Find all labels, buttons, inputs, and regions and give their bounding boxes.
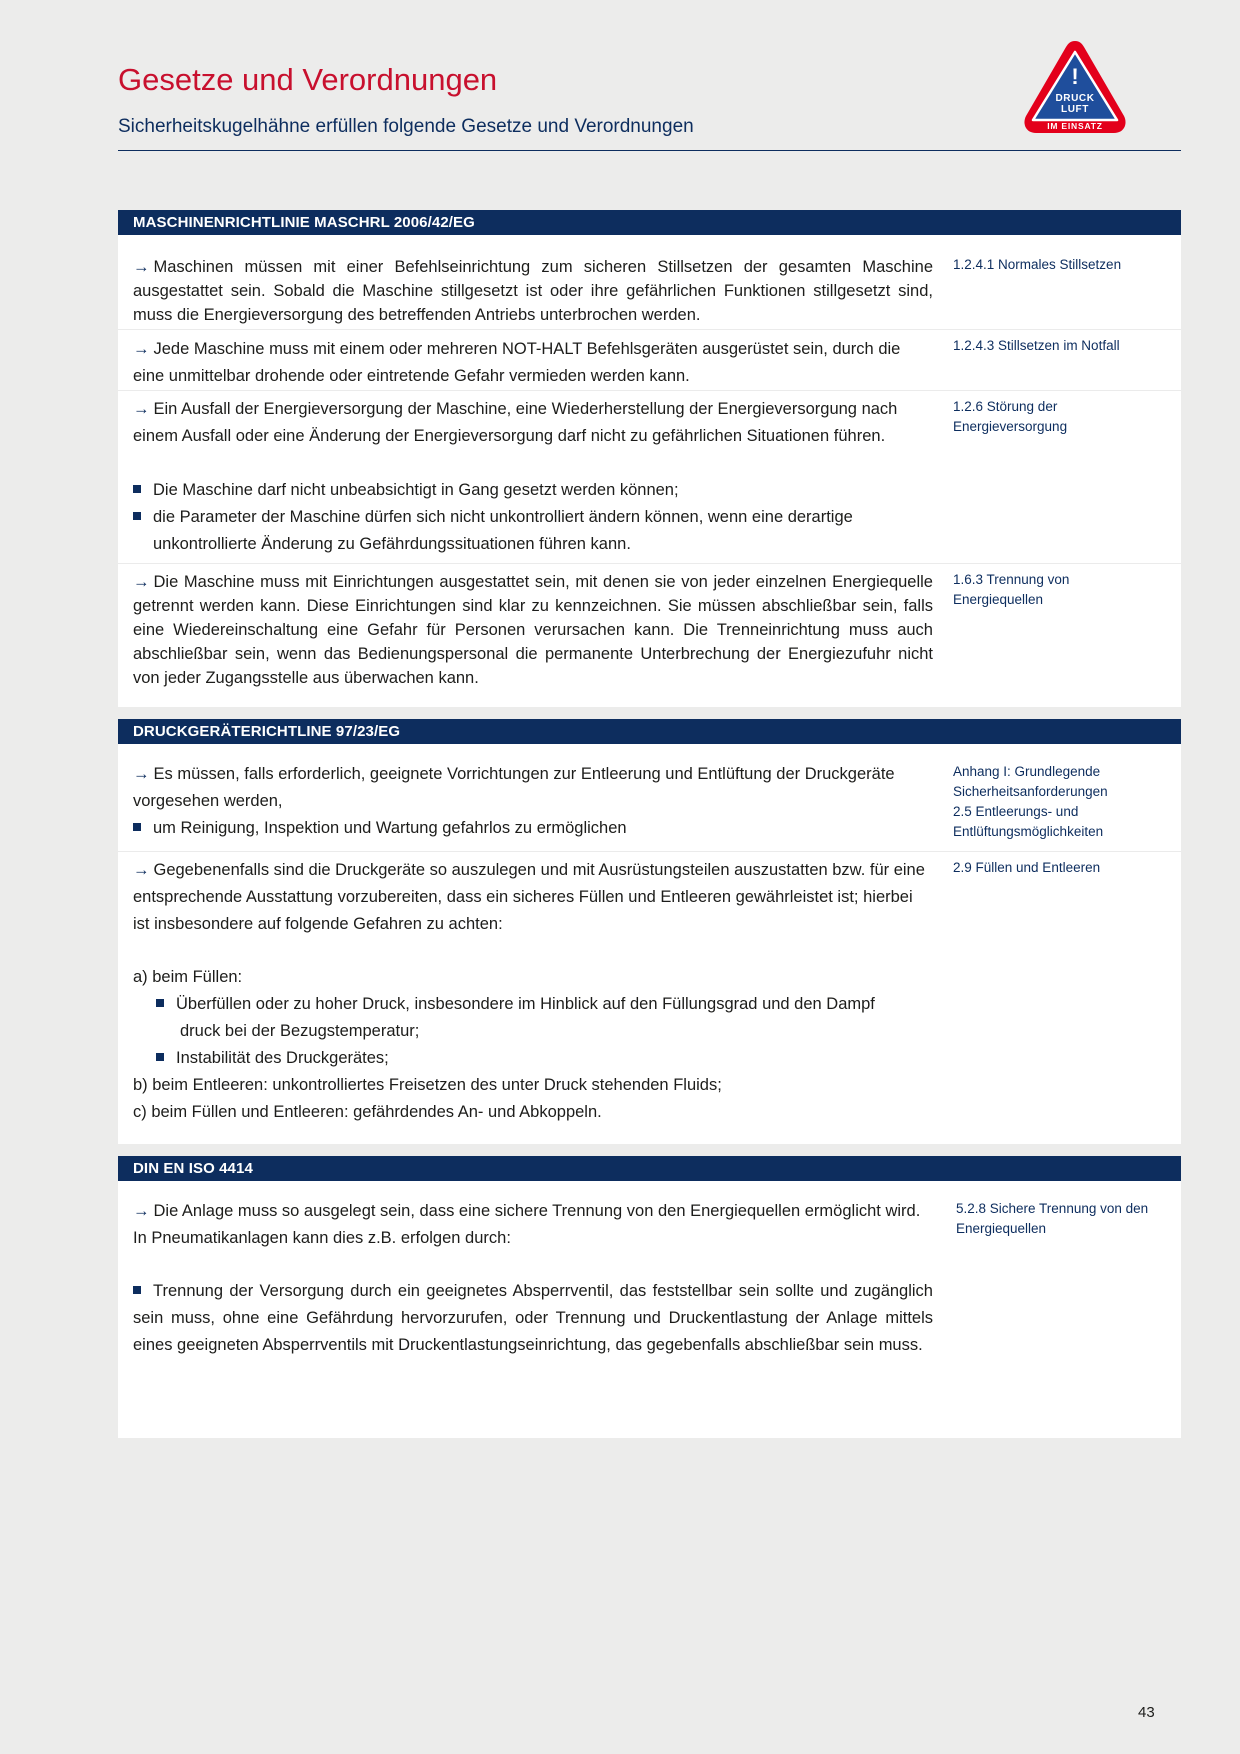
requirement-text: → Ein Ausfall der Energieversorgung der Maschine, eine Wiederherstellung der Energieversorgung nach einem Ausfall oder eine Änderung der Energieversorgung darf nicht zu gefährlichen Situationen führen. — [133, 400, 898, 445]
requirement-reference: Anhang I: Grundlegende Sicherheitsanforderungen 2.5 Entleerungs- und Entlüftungsmöglichkeiten — [953, 764, 1108, 839]
page-subtitle: Sicherheitskugelhähne erfüllen folgende Gesetze und Verordnungen — [118, 116, 694, 137]
requirement-text: → Maschinen müssen mit einer Befehlseinrichtung zum sicheren Stillsetzen der gesamten Maschine ausgestattet sein. Sobald die Maschine stillgesetzt ist oder ihre gefährlichen Funktionen stillgesetzt sind, muss die Energieversorgung des betreffenden Antriebs unterbrochen werden. — [133, 258, 933, 324]
requirement-text: → Gegebenenfalls sind die Druckgeräte so auszulegen und mit Ausrüstungsteilen auszustatten bzw. für eine entsprechende Ausstattung vorzubereiten, dass ein sicheres Füllen und Entleeren gewährleistet ist; hierbei ist insbesondere auf folgende Gefahren zu achten: — [133, 861, 925, 933]
logo-exclamation-icon: ! — [1071, 64, 1079, 89]
logo-text-luft: LUFT — [1061, 104, 1089, 115]
bullet-item: Überfüllen oder zu hoher Druck, insbesondere im Hinblick auf den Füllungsgrad und den Dampf — [156, 991, 875, 1018]
requirement-reference: 1.2.4.3 Stillsetzen im Notfall — [953, 338, 1120, 353]
requirement-reference: 1.2.6 Störung der Energieversorgung — [953, 399, 1068, 434]
square-bullet-icon — [156, 999, 164, 1007]
page-number: 43 — [1138, 1704, 1155, 1721]
section-header-maschinenrichtlinie: MASCHINENRICHTLINIE MASCHRL 2006/42/EG — [118, 210, 1181, 235]
requirement-reference: 1.6.3 Trennung von Energiequellen — [953, 572, 1070, 607]
bullet-item: Trennung der Versorgung durch ein geeignetes Absperrventil, das feststellbar sein sollte und zugänglich sein muss, ohne eine Gefährdung hervorzurufen, oder Trennung und Druckentlastung der Anlage mittels eines geeigneten Absperrventils mit Druckentlastungseinrichtung, das gegebenfalls abschließbar sein muss. — [133, 1282, 933, 1354]
square-bullet-icon — [133, 512, 141, 520]
arrow-icon: → — [133, 573, 150, 591]
row-divider — [118, 390, 1181, 391]
bullet-item: um Reinigung, Inspektion und Wartung gefahrlos zu ermöglichen — [133, 815, 627, 842]
requirement-text: → Die Anlage muss so ausgelegt sein, dass eine sichere Trennung von den Energiequellen ermöglicht wird. In Pneumatikanlagen kann dies z.B. erfolgen durch: — [133, 1202, 921, 1247]
square-bullet-icon — [133, 485, 141, 493]
bullet-item: die Parameter der Maschine dürfen sich nicht unkontrolliert ändern können, wenn eine derartige — [133, 504, 853, 531]
list-item-c: c) beim Füllen und Entleeren: gefährdendes An- und Abkoppeln. — [133, 1103, 602, 1121]
section-panel-din-en-iso-4414 — [118, 1181, 1181, 1438]
arrow-icon: → — [133, 400, 150, 418]
requirement-text: → Die Maschine muss mit Einrichtungen ausgestattet sein, mit denen sie von jeder einzelnen Energiequelle getrennt werden kann. Diese Einrichtungen sind klar zu kennzeichnen. Sie müssen abschließbar sein, falls eine Wiedereinschaltung eine Gefahr für Personen verursachen kann. Die Trenneinrichtung muss auch abschließbar sein, wenn das Bedienungspersonal die permanente Unterbrechung der Energiezufuhr nicht von jeder Zugangsstelle aus überwachen kann. — [133, 573, 933, 687]
bullet-item: Instabilität des Druckgerätes; — [156, 1045, 389, 1072]
list-item-a: a) beim Füllen: — [133, 968, 243, 986]
bullet-continuation: unkontrollierte Änderung zu Gefährdungssituationen führen kann. — [153, 535, 631, 553]
row-divider — [118, 563, 1181, 564]
section-header-druckgeraeterichtlinie: DRUCKGERÄTERICHTLINE 97/23/EG — [118, 719, 1181, 744]
section-panel-maschinenrichtlinie — [118, 235, 1181, 707]
page-title: Gesetze und Verordnungen — [118, 62, 498, 97]
section-header-din-en-iso-4414: DIN EN ISO 4414 — [118, 1156, 1181, 1181]
square-bullet-icon — [133, 823, 141, 831]
arrow-icon: → — [133, 765, 150, 783]
requirement-text: → Es müssen, falls erforderlich, geeignete Vorrichtungen zur Entleerung und Entlüftung der Druckgeräte vorgesehen werden, — [133, 765, 895, 810]
requirement-text: → Jede Maschine muss mit einem oder mehreren NOT-HALT Befehlsgeräten ausgerüstet sein, durch die eine unmittelbar drohende oder eintretende Gefahr vermieden werden kann. — [133, 340, 901, 385]
requirement-reference: 5.2.8 Sichere Trennung von den Energiequellen — [956, 1201, 1149, 1236]
arrow-icon: → — [133, 340, 150, 358]
header-divider — [118, 150, 1181, 151]
row-divider — [118, 851, 1181, 852]
arrow-icon: → — [133, 861, 150, 879]
list-item-b: b) beim Entleeren: unkontrolliertes Freisetzen des unter Druck stehenden Fluids; — [133, 1076, 722, 1094]
logo-text-im-einsatz: IM EINSATZ — [1047, 121, 1103, 131]
square-bullet-icon — [156, 1053, 164, 1061]
requirement-reference: 1.2.4.1 Normales Stillsetzen — [953, 257, 1122, 272]
requirement-reference: 2.9 Füllen und Entleeren — [953, 860, 1101, 875]
section-panel-druckgeraeterichtlinie — [118, 744, 1181, 1144]
bullet-continuation: druck bei der Bezugstemperatur; — [180, 1022, 420, 1040]
square-bullet-icon — [133, 1286, 141, 1294]
logo-text-druck: DRUCK — [1055, 93, 1095, 104]
arrow-icon: → — [133, 258, 150, 276]
bullet-item: Die Maschine darf nicht unbeabsichtigt in Gang gesetzt werden können; — [133, 477, 679, 504]
arrow-icon: → — [133, 1202, 150, 1220]
druckluft-logo — [1020, 38, 1130, 136]
row-divider — [118, 329, 1181, 330]
